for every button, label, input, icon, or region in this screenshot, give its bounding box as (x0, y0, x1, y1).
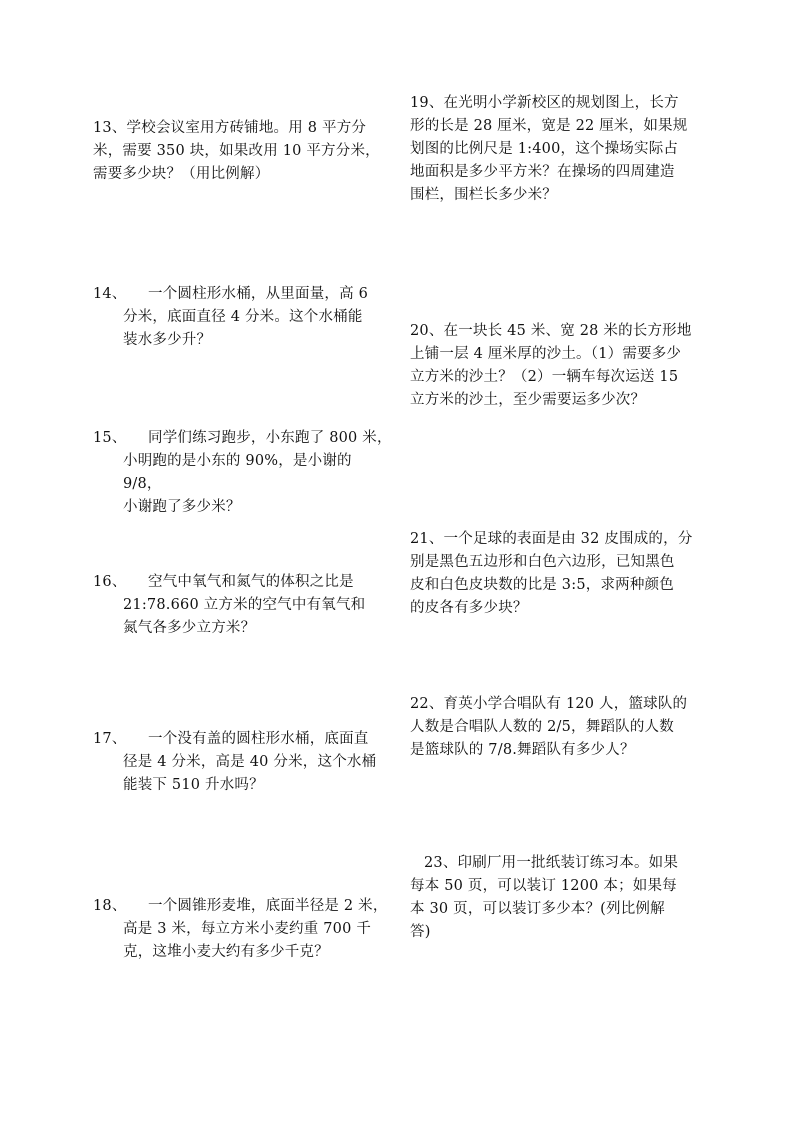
problem-line: 13、学校会议室用方砖铺地。用 8 平方分 (93, 120, 367, 136)
problem-line: 的皮各有多少块？ (410, 600, 528, 616)
problem-line: 本 30 页，可以装订多少本？(列比例解 (410, 901, 665, 917)
problem-line: 小明跑的是小东的 90%，是小谢的 9/8， (123, 453, 352, 492)
problem-line: 装水多少升？ (123, 332, 212, 348)
problem-line: 径是 4 分米，高是 40 分米，这个水桶 (123, 754, 377, 770)
problem-line: 小谢跑了多少米？ (123, 499, 241, 515)
problem-number: 14、 (93, 286, 127, 302)
problem-16 (93, 571, 393, 640)
problem-line: 围栏，围栏长多少米？ (410, 187, 557, 203)
problem-line: 划图的比例尺是 1:400，这个操场实际占 (410, 141, 679, 157)
problem-line: 克，这堆小麦大约有多少千克？ (123, 944, 329, 960)
problem-19 (410, 92, 710, 207)
problem-line: 米，需要 350 块，如果改用 10 平方分米， (93, 143, 380, 159)
problem-number: 16、 (93, 574, 127, 590)
problem-23 (410, 852, 714, 944)
problem-18 (93, 895, 393, 964)
problem-line: 答) (410, 924, 431, 940)
problem-21 (410, 528, 710, 620)
problem-line: 别是黑色五边形和白色六边形，已知黑色 (410, 554, 675, 570)
problem-line: 22、育英小学合唱队有 120 人，篮球队的 (410, 696, 688, 712)
problem-number: 15、 (93, 430, 127, 446)
problem-line: 上铺一层 4 厘米厚的沙土。（1）需要多少 (410, 346, 682, 362)
problem-line: 一个圆锥形麦堆，底面半径是 2 米， (148, 898, 388, 914)
problem-line: 立方米的沙土，至少需要运多少次？ (410, 392, 646, 408)
problem-22 (410, 693, 710, 762)
problem-line: 同学们练习跑步，小东跑了 800 米， (148, 430, 392, 446)
problem-line: 20、在一块长 45 米、宽 28 米的长方形地 (410, 323, 692, 339)
problem-line: 每本 50 页，可以装订 1200 本；如果每 (410, 878, 677, 894)
problem-line: 19、在光明小学新校区的规划图上，长方 (410, 95, 679, 111)
problem-number: 17、 (93, 731, 127, 747)
problem-line: 空气中氧气和氮气的体积之比是 (148, 574, 354, 590)
problem-line: 能装下 510 升水吗？ (123, 777, 264, 793)
problem-line: 一个圆柱形水桶，从里面量，高 6 (148, 286, 369, 302)
problem-line: 分米，底面直径 4 分米。这个水桶能 (123, 309, 363, 325)
problem-line: 形的长是 28 厘米，宽是 22 厘米，如果规 (410, 118, 688, 134)
problem-line: 高是 3 米，每立方米小麦约重 700 千 (123, 921, 372, 937)
problem-17 (93, 728, 393, 797)
problem-line: 氮气各多少立方米？ (123, 620, 256, 636)
problem-line: 地面积是多少平方米？在操场的四周建造 (410, 164, 675, 180)
problem-20 (410, 320, 710, 412)
problem-line: 21:78.660 立方米的空气中有氧气和 (123, 597, 366, 613)
problem-line: 需要多少块？（用比例解） (93, 166, 270, 182)
problem-line: 21、一个足球的表面是由 32 皮围成的，分 (410, 531, 693, 547)
problem-line: 一个没有盖的圆柱形水桶，底面直 (148, 731, 369, 747)
problem-number: 18、 (93, 898, 127, 914)
problem-13 (93, 117, 393, 186)
problem-line: 皮和白色皮块数的比是 3:5，求两种颜色 (410, 577, 674, 593)
problem-line: 是篮球队的 7/8.舞蹈队有多少人？ (410, 742, 635, 758)
problem-line: 立方米的沙土？（2）一辆车每次运送 15 (410, 369, 679, 385)
problem-line: 人数是合唱队人数的 2/5，舞蹈队的人数 (410, 719, 674, 735)
problem-15 (93, 427, 393, 519)
problem-14 (93, 283, 393, 352)
problem-line: 23、印刷厂用一批纸装订练习本。如果 (424, 855, 679, 871)
